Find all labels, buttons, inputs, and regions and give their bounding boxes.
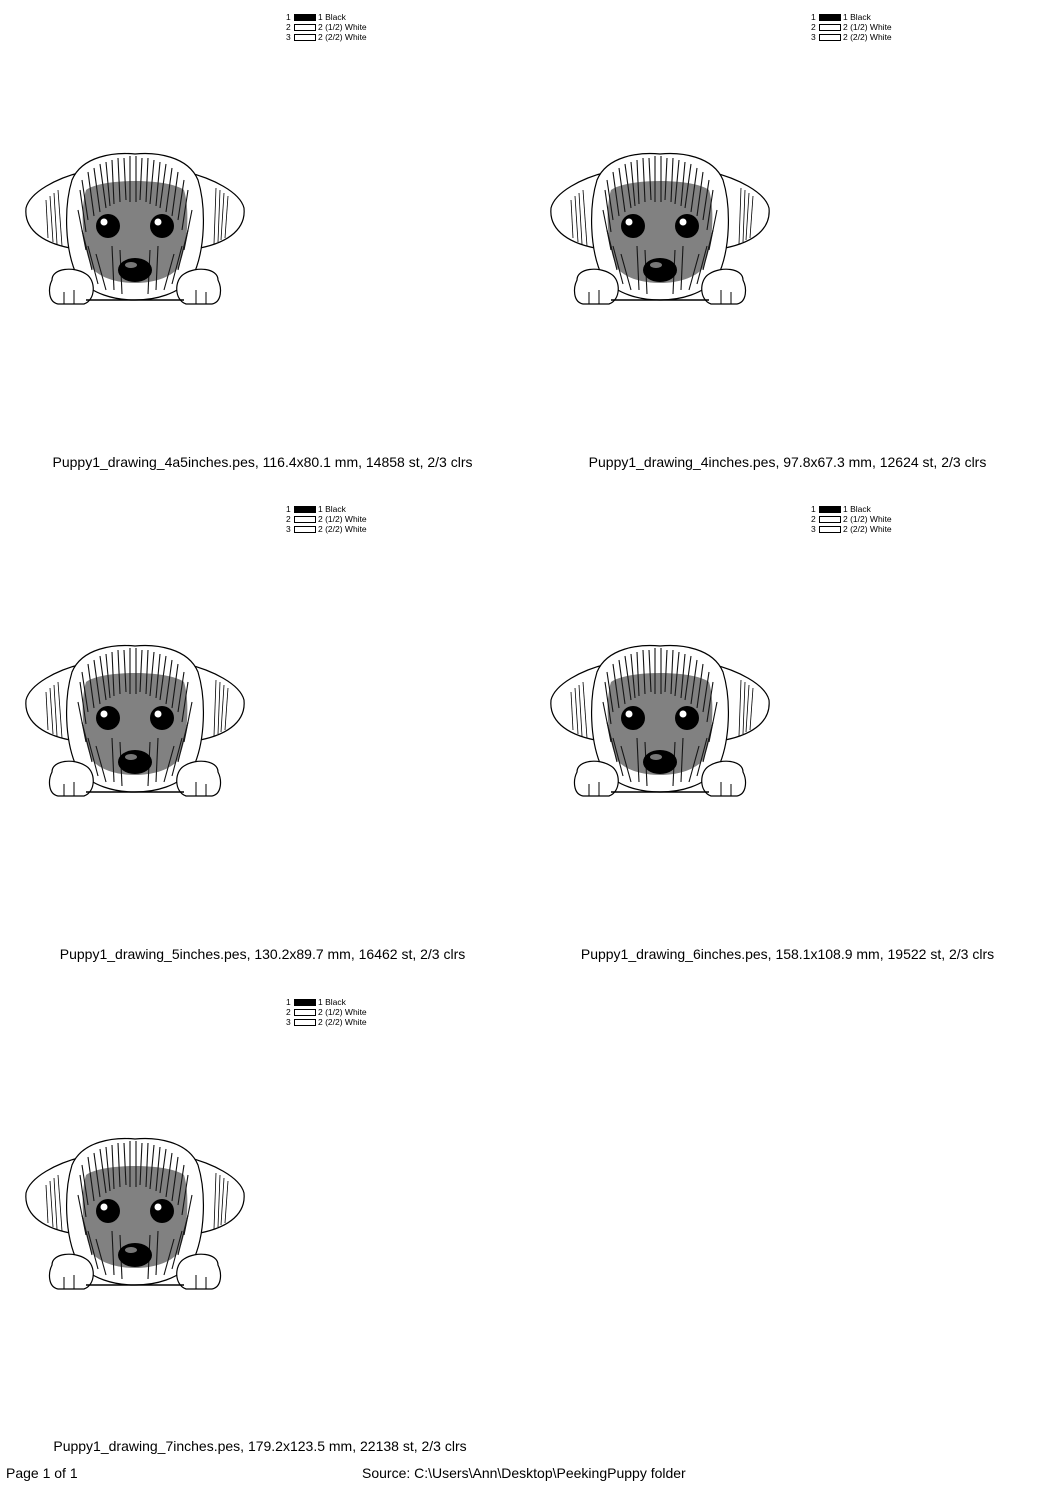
legend-number: 1 xyxy=(286,12,291,22)
legend-label: 1 Black xyxy=(318,12,346,22)
legend-label: 2 (2/2) White xyxy=(843,32,892,42)
legend-row xyxy=(811,22,892,32)
legend-number: 2 xyxy=(811,514,816,524)
color-swatch xyxy=(294,34,316,41)
legend-label: 2 (2/2) White xyxy=(318,524,367,534)
design-caption: Puppy1_drawing_7inches.pes, 179.2x123.5 mm, 22138 st, 2/3 clrs xyxy=(53,1438,467,1454)
legend-row xyxy=(286,22,367,32)
legend-number: 3 xyxy=(811,524,816,534)
color-swatch xyxy=(294,14,316,21)
legend-row xyxy=(286,514,367,524)
design-cell xyxy=(525,492,1050,984)
legend-label: 2 (1/2) White xyxy=(843,22,892,32)
color-swatch xyxy=(294,1019,316,1026)
legend-label: 2 (1/2) White xyxy=(318,514,367,524)
design-caption: Puppy1_drawing_6inches.pes, 158.1x108.9 mm, 19522 st, 2/3 clrs xyxy=(580,946,995,962)
legend-number: 3 xyxy=(811,32,816,42)
legend-label: 2 (2/2) White xyxy=(843,524,892,534)
legend-row xyxy=(286,1007,367,1017)
legend-row xyxy=(286,524,367,534)
color-swatch xyxy=(819,34,841,41)
color-legend xyxy=(811,12,892,42)
legend-row xyxy=(811,514,892,524)
design-caption: Puppy1_drawing_4a5inches.pes, 116.4x80.1 mm, 14858 st, 2/3 clrs xyxy=(52,454,473,470)
color-swatch xyxy=(819,526,841,533)
color-swatch xyxy=(819,516,841,523)
legend-row xyxy=(811,32,892,42)
design-cell xyxy=(0,985,525,1477)
color-swatch xyxy=(294,526,316,533)
legend-label: 2 (1/2) White xyxy=(318,22,367,32)
design-cell xyxy=(0,492,525,984)
legend-row xyxy=(286,12,367,22)
legend-number: 3 xyxy=(286,524,291,534)
legend-number: 2 xyxy=(286,1007,291,1017)
legend-row xyxy=(286,997,367,1007)
legend-number: 2 xyxy=(286,514,291,524)
color-swatch xyxy=(294,24,316,31)
legend-number: 1 xyxy=(286,997,291,1007)
color-legend xyxy=(286,504,367,534)
color-legend xyxy=(286,997,367,1027)
color-legend xyxy=(286,12,367,42)
color-legend xyxy=(811,504,892,534)
legend-number: 1 xyxy=(811,504,816,514)
color-swatch xyxy=(294,516,316,523)
design-cell xyxy=(525,0,1050,492)
legend-label: 1 Black xyxy=(318,504,346,514)
legend-label: 1 Black xyxy=(318,997,346,1007)
legend-number: 3 xyxy=(286,1017,291,1027)
legend-row xyxy=(286,504,367,514)
design-caption: Puppy1_drawing_5inches.pes, 130.2x89.7 mm, 16462 st, 2/3 clrs xyxy=(59,946,466,962)
legend-label: 2 (1/2) White xyxy=(843,514,892,524)
legend-number: 2 xyxy=(811,22,816,32)
legend-row xyxy=(811,12,892,22)
color-swatch xyxy=(294,999,316,1006)
legend-number: 1 xyxy=(286,504,291,514)
puppy-embroidery-image xyxy=(22,642,248,802)
puppy-embroidery-image xyxy=(22,150,248,310)
legend-row xyxy=(811,504,892,514)
legend-row xyxy=(811,524,892,534)
color-swatch xyxy=(819,506,841,513)
design-cell xyxy=(0,0,525,492)
puppy-embroidery-image xyxy=(547,150,773,310)
design-caption: Puppy1_drawing_4inches.pes, 97.8x67.3 mm, 12624 st, 2/3 clrs xyxy=(588,454,987,470)
page-number: Page 1 of 1 xyxy=(6,1465,78,1481)
color-swatch xyxy=(294,1009,316,1016)
puppy-embroidery-image xyxy=(547,642,773,802)
legend-label: 2 (1/2) White xyxy=(318,1007,367,1017)
color-swatch xyxy=(819,24,841,31)
legend-number: 2 xyxy=(286,22,291,32)
legend-label: 2 (2/2) White xyxy=(318,1017,367,1027)
source-path: Source: C:\Users\Ann\Desktop\PeekingPuppy folder xyxy=(362,1465,686,1481)
legend-label: 1 Black xyxy=(843,504,871,514)
legend-label: 2 (2/2) White xyxy=(318,32,367,42)
color-swatch xyxy=(294,506,316,513)
color-swatch xyxy=(819,14,841,21)
puppy-embroidery-image xyxy=(22,1135,248,1295)
legend-row xyxy=(286,32,367,42)
legend-number: 1 xyxy=(811,12,816,22)
legend-label: 1 Black xyxy=(843,12,871,22)
legend-number: 3 xyxy=(286,32,291,42)
legend-row xyxy=(286,1017,367,1027)
